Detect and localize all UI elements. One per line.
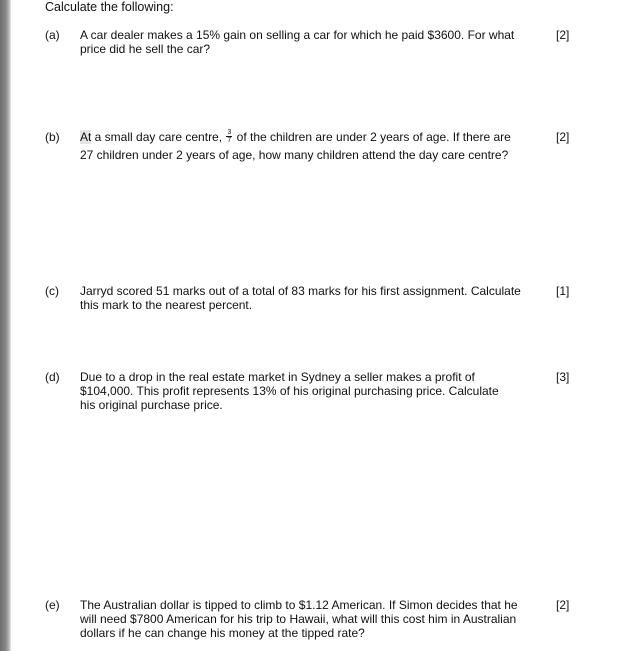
marks-badge: [1] <box>556 284 570 298</box>
question-line: $104,000. This profit represents 13% of his original purchasing price. Calculate <box>80 384 499 398</box>
selected-text[interactable]: At <box>80 130 92 144</box>
question-text <box>80 370 540 412</box>
question-line: this mark to the nearest percent. <box>80 298 253 312</box>
question-line: A car dealer makes a 15% gain on selling a car for which he paid $3600. For what <box>80 28 515 42</box>
question-line: 27 children under 2 years of age, how many children attend the day care centre? <box>80 148 509 163</box>
document-page <box>11 0 618 651</box>
marks-badge: [3] <box>556 370 570 384</box>
fraction-numerator: 3 <box>227 129 232 137</box>
question-fragment: a small day care centre, <box>91 130 226 144</box>
question-line: price did he sell the car? <box>80 42 211 56</box>
marks-badge: [2] <box>556 28 570 42</box>
question-text <box>80 598 540 640</box>
question-line: his original purchase price. <box>80 398 223 412</box>
viewer-left-edge <box>0 0 11 651</box>
question-fragment: of the children are under 2 years of age. If there are <box>233 130 511 144</box>
question-text <box>80 28 540 56</box>
question-label: (d) <box>45 370 60 384</box>
question-label: (c) <box>45 284 59 298</box>
question-line: Jarryd scored 51 marks out of a total of 83 marks for his first assignment. Calculate <box>80 284 521 298</box>
marks-badge: [2] <box>556 130 570 144</box>
marks-badge: [2] <box>556 598 570 612</box>
question-label: (e) <box>45 598 60 612</box>
worksheet-heading: Calculate the following: <box>45 0 174 14</box>
question-line: will need $7800 American for his trip to Hawaii, what will this cost him in Australian <box>80 612 517 626</box>
question-text <box>80 130 540 162</box>
question-line <box>80 130 540 145</box>
fraction <box>226 129 232 144</box>
question-line: The Australian dollar is tipped to climb to $1.12 American. If Simon decides that he <box>80 598 518 612</box>
question-line: dollars if he can change his money at the tipped rate? <box>80 626 365 640</box>
question-text <box>80 284 540 312</box>
question-label: (a) <box>45 28 60 42</box>
question-label: (b) <box>45 130 60 144</box>
fraction-denominator: 7 <box>227 137 232 145</box>
question-line: Due to a drop in the real estate market in Sydney a seller makes a profit of <box>80 370 475 384</box>
